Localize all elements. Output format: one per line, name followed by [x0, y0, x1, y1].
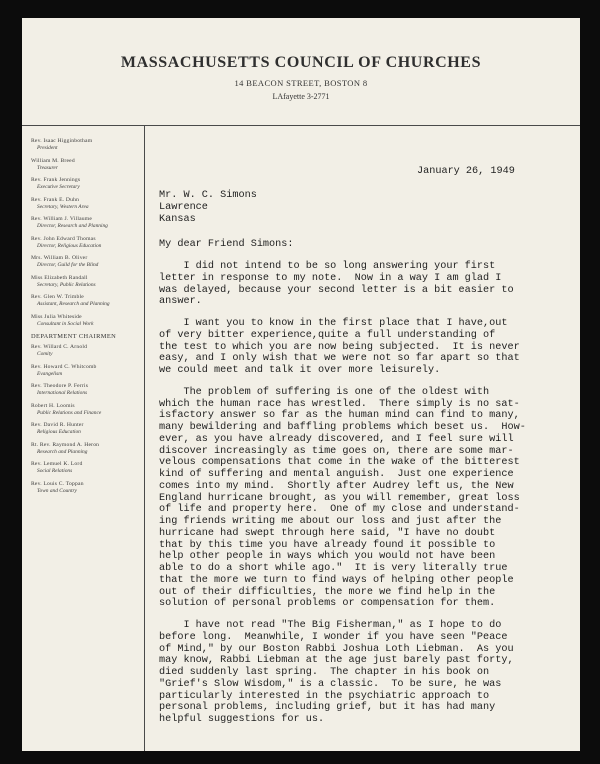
chairman-name: Rev. Howard C. Whitcomb [31, 363, 97, 370]
chairman-role: Religious Education [37, 429, 81, 435]
chairman-role: Town and Country [37, 487, 77, 494]
letter-paragraph [159, 318, 571, 377]
letter-line: discover increasingly as time goes on, there are some mar- [159, 445, 514, 457]
letter-date: January 26, 1949 [417, 166, 515, 177]
officer-entry [31, 158, 143, 172]
chairman-entry [31, 422, 143, 436]
letter-line: of very bitter experience,quite a full understanding of [159, 329, 496, 341]
officer-entry [31, 138, 143, 152]
letter-line: hurricane had swept through here said, "I have no doubt [159, 527, 496, 539]
chairman-name: Robert H. Loomis [31, 402, 75, 409]
officer-entry [31, 294, 143, 308]
officer-entry [31, 177, 143, 191]
letter-line: I want you to know in the first place that I have,out [159, 318, 508, 329]
letter-line: velous compensations that come in the wake of the bitterest [159, 457, 520, 469]
chairman-name: Rev. Willard C. Arnold [31, 344, 88, 350]
letter-line: solution of personal problems or compensation for them. [159, 598, 496, 610]
vertical-divider [144, 125, 145, 751]
officer-role: Secretary, Public Relations [37, 281, 96, 288]
officer-name: Rev. Glen W. Trimble [31, 294, 84, 300]
horizontal-divider [22, 125, 580, 126]
letter-line: "Grief's Slow Wisdom," is a classic. To be sure, he was [159, 678, 502, 690]
salutation: My dear Friend Simons: [159, 239, 294, 251]
letter-paragraph [159, 387, 571, 610]
letter-line: I did not intend to be so long answering your first [159, 261, 496, 272]
officer-list [31, 138, 143, 327]
officer-role: Assistant, Research and Planning [37, 301, 110, 307]
chairmen-list [31, 344, 143, 494]
letter-body [159, 168, 571, 726]
letter-line: help other people in ways which you would not have been [159, 551, 496, 563]
chairman-entry [31, 481, 143, 495]
letterhead-phone: LAfayette 3-2771 [272, 92, 330, 101]
officer-name: Rev. John Edward Thomas [31, 235, 96, 242]
department-heading: DEPARTMENT CHAIRMEN [31, 333, 117, 340]
letter-line: was delayed, because your second letter is a bit easier to [159, 284, 514, 296]
officer-role: Treasurer [37, 164, 58, 171]
officer-name: Rev. William J. Villaume [31, 216, 92, 222]
letter-line: of Mind," by our Boston Rabbi Joshua Loth Liebman. As you [159, 643, 514, 655]
chairman-entry [31, 344, 143, 358]
chairman-entry [31, 442, 143, 456]
letter-line: ing friends writing me about our loss and just after the [159, 516, 502, 527]
letter-line: answer. [159, 296, 202, 308]
letter-line: may know, Rabbi Liebman at the age just barely past forty, [159, 655, 514, 667]
recipient-line: Kansas [159, 213, 196, 225]
chairman-role: International Relations [37, 390, 88, 396]
chairman-role: Research and Planning [37, 448, 88, 455]
letter-paragraph [159, 620, 571, 726]
officer-entry [31, 236, 143, 250]
letter-line: isfactory answer so far as the human mind can find to many, [159, 410, 520, 422]
chairman-entry [31, 461, 143, 475]
letter-line: before long. Meanwhile, I wonder if you have seen "Peace [159, 631, 508, 643]
officer-name: Miss Julia Whiteside [31, 313, 82, 320]
recipient-address [159, 190, 571, 225]
officer-name: Rev. Isaac Higginbotham [31, 138, 93, 144]
letter-line: personal problems, including grief, but it has had many [159, 702, 496, 714]
letterhead-address: 14 BEACON STREET, BOSTON 8 [234, 78, 368, 88]
officer-name: William M. Breed [31, 157, 75, 164]
chairman-name: Rev. Lemuel K. Lord [31, 461, 83, 467]
letter-page [22, 18, 580, 751]
chairman-role: Social Relations [37, 468, 73, 474]
letter-line: comes into my mind. Shortly after Audrey left us, the New [159, 480, 514, 492]
letter-line: ever, as you have already discovered, and I feel sure will [159, 433, 514, 445]
letter-paragraph [159, 261, 571, 308]
officer-name: Mrs. William B. Oliver [31, 255, 88, 261]
letter-line: I have not read "The Big Fisherman," as I hope to do [159, 620, 502, 631]
chairman-role: Comity [37, 351, 53, 357]
officer-role: President [37, 145, 58, 151]
officer-name: Rev. Frank E. Duhn [31, 196, 80, 203]
letter-line: The problem of suffering is one of the oldest with [159, 386, 490, 398]
letter-line: able to do a short while ago." It is very literally true [159, 563, 508, 574]
letter-line: many bewildering and baffling problems which beset us. How- [159, 422, 526, 433]
chairman-entry [31, 364, 143, 378]
chairman-name: Rev. Theodore P. Ferris [31, 383, 89, 389]
letter-line: particularly interested in the psychiatric approach to [159, 690, 490, 702]
officer-entry [31, 197, 143, 211]
letter-line: helpful suggestions for us. [159, 714, 325, 725]
officer-name: Rev. Frank Jennings [31, 177, 81, 183]
chairman-name: Rt. Rev. Raymond A. Heron [31, 441, 100, 448]
letter-line: which the human race has wrestled. There simply is no sat- [159, 398, 520, 410]
letter-line: died suddenly last spring. The chapter in his book on [159, 667, 490, 678]
chairman-role: Evangelism [37, 370, 63, 377]
letter-line: that the more we turn to find ways of helping other people [159, 574, 514, 586]
officer-role: Executive Secretary [37, 184, 80, 190]
letter-line: we could meet and talk it over more leisurely. [159, 365, 441, 376]
officer-entry [31, 216, 143, 230]
letterhead-organization: MASSACHUSETTS COUNCIL OF CHURCHES [120, 54, 482, 71]
chairman-entry [31, 403, 143, 417]
recipient-line: Mr. W. C. Simons [159, 190, 257, 201]
chairman-entry [31, 383, 143, 397]
officer-entry [31, 275, 143, 289]
recipient-line: Lawrence [159, 201, 208, 213]
officer-role: Secretary, Western Area [37, 203, 89, 210]
officer-role: Director, Research and Planning [37, 223, 108, 229]
officer-role: Consultant in Social Work [37, 320, 94, 327]
letter-line: the test to which you are now being subjected. It is never [159, 341, 520, 353]
letter-line: of life and property here. One of my close and understand- [159, 504, 520, 516]
officer-role: Director, Guild for the Blind [37, 262, 99, 268]
letter-line: easy, and I only wish that we were not so far apart so that [159, 353, 520, 365]
sidebar-officers [31, 138, 143, 500]
letter-line: out of their difficulties, the more we find help in the [159, 586, 496, 598]
letter-paragraphs [159, 261, 571, 726]
chairman-role: Public Relations and Finance [37, 409, 102, 416]
letter-line: kind of suffering and mental anguish. Just one experience [159, 469, 514, 480]
letter-line: England hurricane brought, as you will remember, great loss [159, 492, 520, 504]
chairman-name: Rev. David R. Hunter [31, 422, 84, 428]
officer-role: Director, Religious Education [37, 242, 102, 249]
chairman-name: Rev. Louis C. Toppan [31, 480, 84, 487]
officer-name: Miss Elizabeth Randall [31, 274, 88, 281]
letter-line: that by this time you have already found it possible to [159, 539, 496, 551]
officer-entry [31, 314, 143, 328]
letter-line: letter in response to my note. Now in a way I am glad I [159, 272, 502, 284]
officer-entry [31, 255, 143, 269]
